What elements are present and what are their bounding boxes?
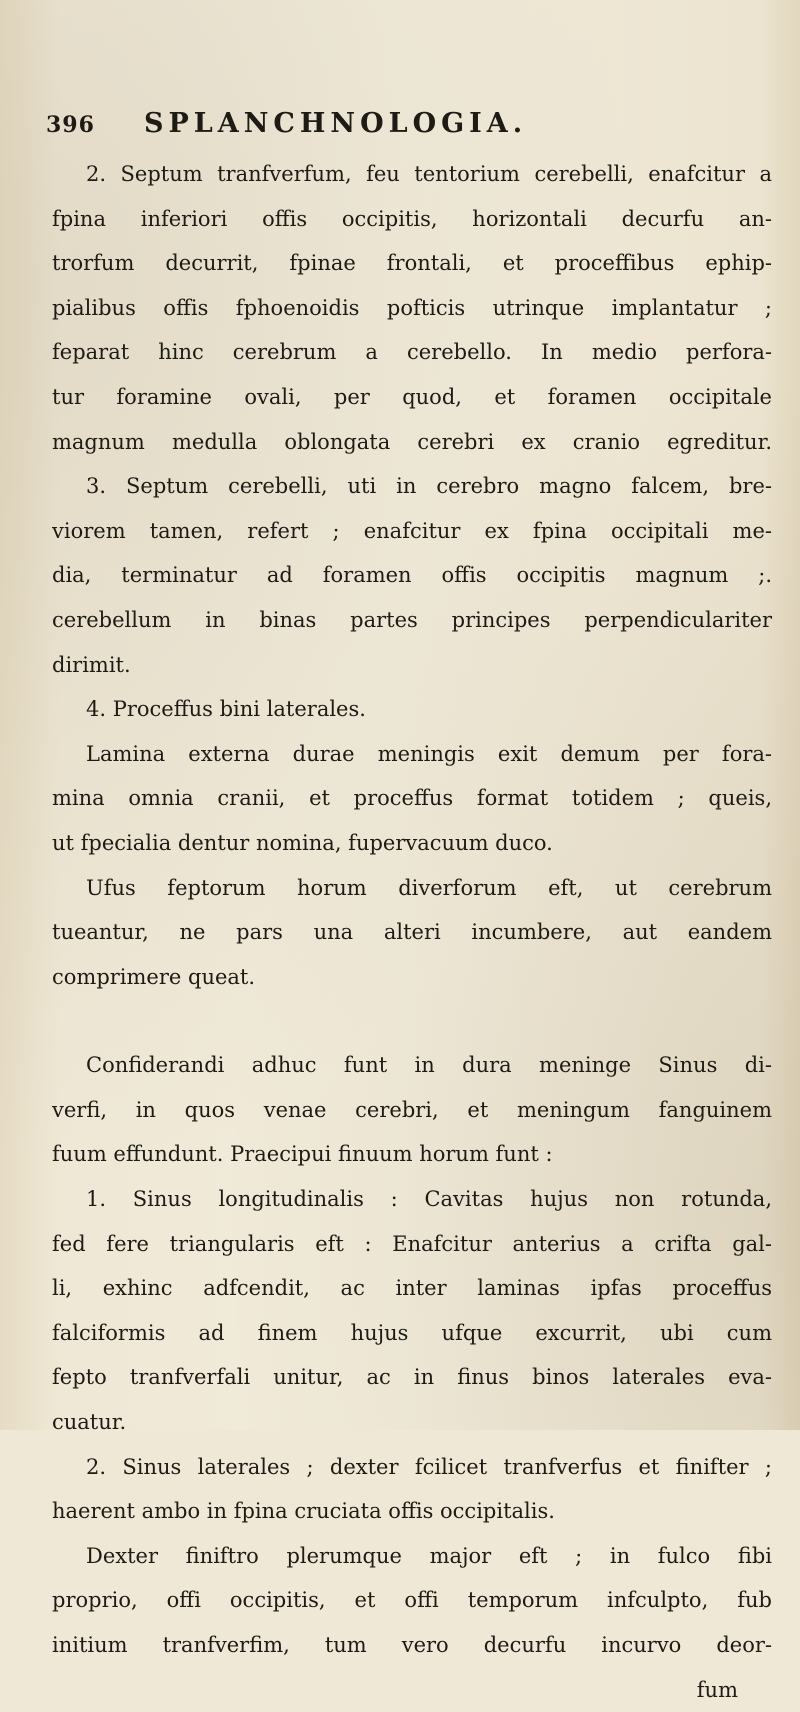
text-line: haerent ambo in fpina cruciata offis occipitalis. [52,1499,555,1524]
text-line: dirimit. [52,652,131,677]
text-line: fepto tranfverfali unitur, ac in finus binos laterales eva- [52,1365,772,1390]
text-line: pialibus offis fphoenoidis pofticis utrinque implantatur ; [52,295,772,320]
text-line: mina omnia cranii, et proceffus format totidem ; queis, [52,786,772,811]
text-line: cuatur. [52,1410,127,1435]
text-line: 4. Proceffus bini laterales. [86,697,366,722]
text-line: fpina inferiori offis occipitis, horizontali decurfu an- [52,206,772,231]
text-line: 2. Septum tranfverfum, feu tentorium cerebelli, enafcitur a [86,162,772,186]
text-line: initium tranfverfim, tum vero decurfu incurvo deor- [52,1633,772,1657]
text-line: viorem tamen, refert ; enafcitur ex fpina occipitali me- [52,518,772,543]
text-line: cerebellum in binas partes principes perpendiculariter [52,607,772,632]
text-line: falciformis ad finem hujus ufque excurrit, ubi cum [52,1320,772,1345]
text-line: Dexter finiftro plerumque major eft ; in fulco fibi [86,1543,772,1568]
text-line: fuum effundunt. Praecipui finuum horum funt : [52,1142,553,1167]
text-line: dia, terminatur ad foramen offis occipitis magnum ;. [52,563,772,588]
text-line: li, exhinc adfcendit, ac inter laminas ipfas proceffus [52,1276,772,1301]
text-line: ut fpecialia dentur nomina, fupervacuum duco. [52,830,553,855]
text-line: verfi, in quos venae cerebri, et meningum fanguinem [52,1097,772,1122]
text-line: tueantur, ne pars una alteri incumbere, aut eandem [52,920,772,945]
text-line: Lamina externa durae meningis exit demum per fora- [86,741,772,766]
text-line: feparat hinc cerebrum a cerebello. In medio perfora- [52,340,772,365]
text-line: 3. Septum cerebelli, uti in cerebro magno falcem, bre- [86,474,772,499]
text-line: fed fere triangularis eft : Enafcitur anterius a crifta gal- [52,1231,772,1256]
text-line: 2. Sinus laterales ; dexter fcilicet tranfverfus et finifter ; [86,1454,772,1479]
text-line: 1. Sinus longitudinalis : Cavitas hujus non rotunda, [86,1187,772,1212]
page-header [46,108,746,148]
text-line: tur foramine ovali, per quod, et foramen occipitale [52,384,772,409]
running-title: SPLANCHNOLOGIA. [144,108,528,139]
text-line: comprimere queat. [52,964,256,989]
text-line: magnum medulla oblongata cerebri ex cranio egreditur. [52,429,772,454]
text-line: trorfum decurrit, fpinae frontali, et proceffibus ephip- [52,251,772,276]
paragraph-gap [52,999,772,1043]
text-line: proprio, offi occipitis, et offi temporum infculpto, fub [52,1588,772,1613]
text-line: Confiderandi adhuc funt in dura meninge Sinus di- [86,1053,772,1078]
text-line: Ufus feptorum horum diverforum eft, ut cerebrum [86,875,772,900]
page-number: 396 [46,112,95,138]
body-text [52,152,772,1712]
catchword: fum [696,1677,738,1702]
